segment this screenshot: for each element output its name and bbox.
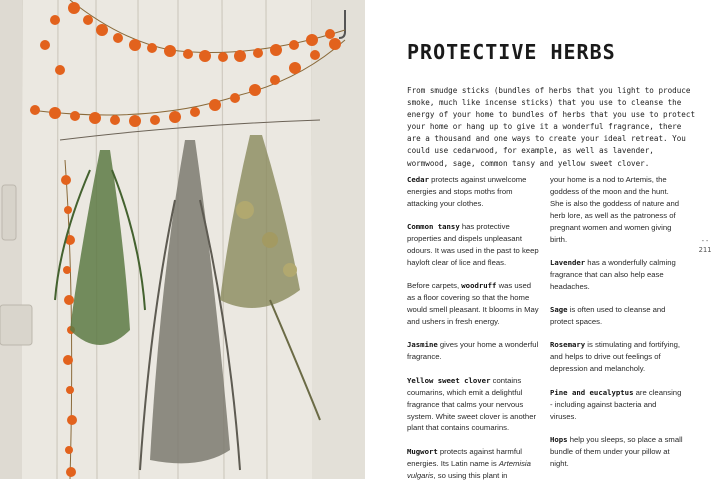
term-mugwort: Mugwort — [407, 446, 438, 456]
entry-woodruff — [407, 280, 540, 328]
text-rosemary: is stimulating and fortifying, and helps to drive out feelings of depression and melancholy. — [550, 340, 681, 374]
entry-hops — [550, 434, 683, 470]
term-lavender: Lavender — [550, 257, 586, 267]
entry-mugwort-continued: your home is a nod to Artemis, the goddess of the moon and the hunt. She is also the goddess of nature and herb lore, as well as the patroness of pregnant women and women giving birth. — [550, 175, 680, 244]
entry-yellow-sweet-clover — [407, 375, 540, 435]
text-yellow-sweet-clover: contains coumarins, which emit a delightful fragrance that calms your nervous system. White sweet clover is another plant that contains coumarins. — [407, 375, 537, 433]
term-woodruff: woodruff — [461, 281, 497, 291]
text-woodruff-before: Before carpets, — [407, 281, 462, 291]
intro-paragraph: From smudge sticks (bundles of herbs that you light to produce smoke, much like incense sticks) that you use to cleanse the energy of your home to bundles of herbs that you use to protect your home or hang up to give it a wonderful fragrance, there are a thousand and one ways to create your ideal retreat. You could use cedarwood, for example, as well as lavender, wormwood, sage, common tansy and yellow sweet clover. — [407, 86, 696, 168]
entry-mugwort — [407, 446, 540, 482]
latin-name: Artemisia vulgaris — [407, 458, 531, 480]
text-pine-eucalyptus: are cleansing - including against bacteria and viruses. — [550, 387, 682, 421]
text-sage: is often used to cleanse and protect spaces. — [550, 305, 666, 327]
text-common-tansy: has protective properties and dispels unpleasant odours. It was used in the past to keep hayloft clear of lice and fleas. — [407, 222, 539, 267]
text-hops: help you sleeps, so place a small bundle of them under your pillow at night. — [550, 434, 683, 468]
text-woodruff: was used as a floor covering so that the home would smell pleasant. It blooms in May and ushers in fresh energy. — [407, 281, 539, 327]
page-number: 211 — [698, 246, 712, 254]
page-marker — [694, 238, 716, 255]
term-yellow-sweet-clover: Yellow sweet clover — [407, 375, 491, 385]
text-mugwort: protects against harmful energies. Its Latin name is — [407, 446, 522, 468]
herbs-photo — [0, 0, 365, 479]
entry-lavender — [550, 257, 683, 293]
term-pine-eucalyptus: Pine and eucalyptus — [550, 387, 634, 397]
left-column — [407, 174, 540, 493]
page-marker-dash: -- — [700, 237, 710, 245]
term-rosemary: Rosemary — [550, 340, 586, 350]
entry-sage — [550, 304, 683, 328]
text-cedar: protects against unwelcome energies and stops moths from attacking your clothes. — [407, 175, 527, 208]
entry-cedar — [407, 174, 540, 210]
term-sage: Sage — [550, 305, 568, 315]
entry-common-tansy — [407, 221, 540, 269]
term-cedar: Cedar — [407, 175, 429, 184]
term-hops: Hops — [550, 434, 568, 444]
term-common-tansy: Common tansy — [407, 222, 460, 232]
right-column — [550, 174, 683, 481]
text-jasmine: gives your home a wonderful fragrance. — [407, 340, 539, 362]
text-mugwort-end: , so using this plant in — [433, 470, 508, 480]
text-lavender: has a wonderfully calming fragrance that can also help ease headaches. — [550, 257, 676, 291]
term-jasmine: Jasmine — [407, 340, 438, 350]
page-title: PROTECTIVE HERBS — [407, 40, 616, 64]
entry-jasmine — [407, 339, 540, 363]
entry-pine-eucalyptus — [550, 387, 683, 423]
entry-rosemary — [550, 339, 683, 375]
